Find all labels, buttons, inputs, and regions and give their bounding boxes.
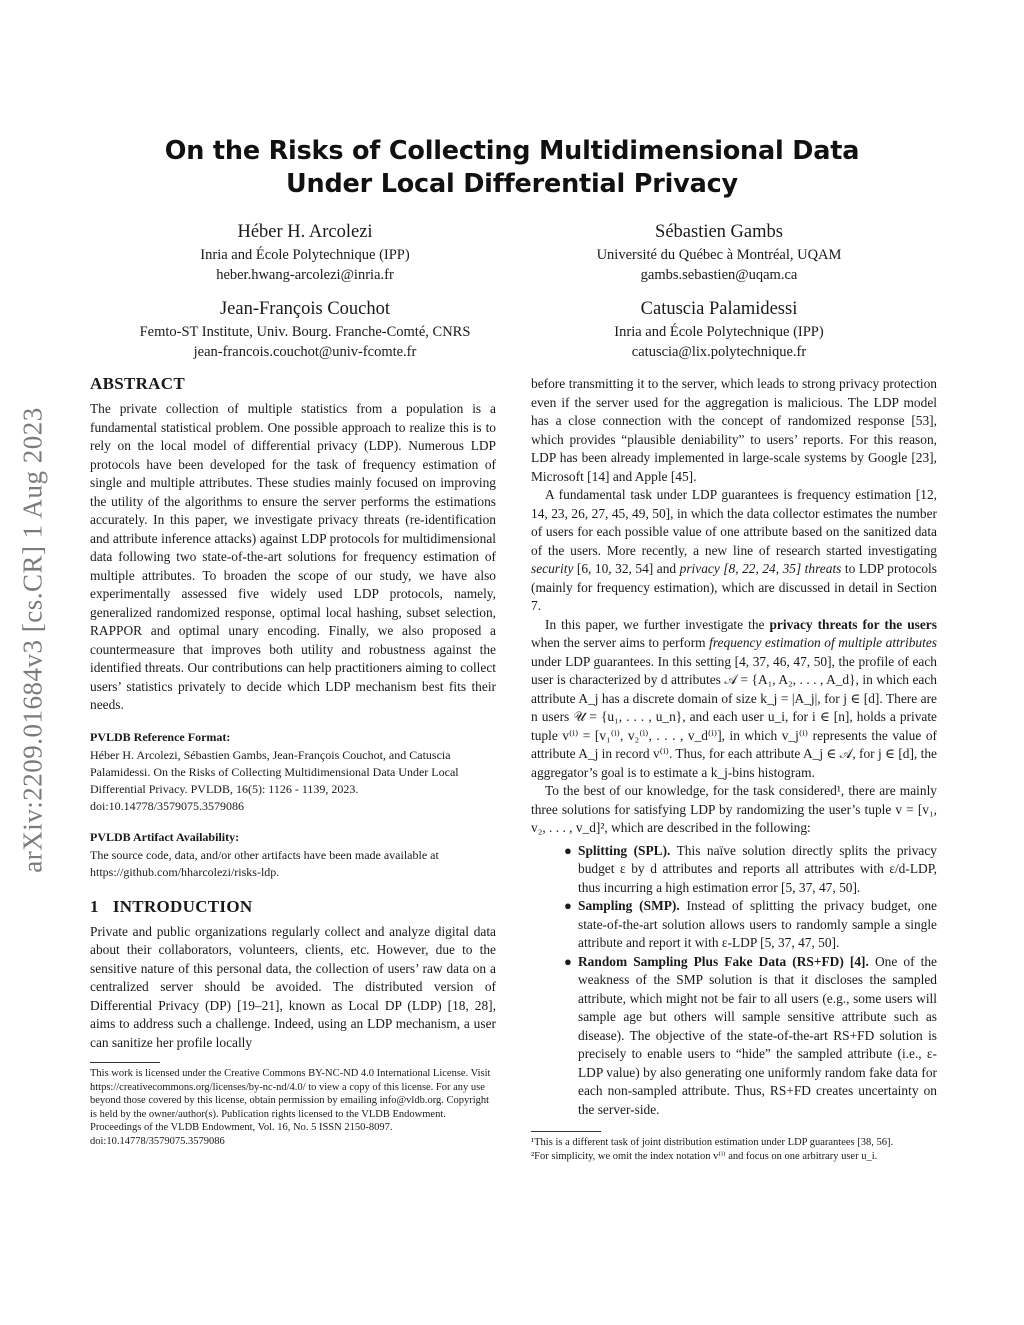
- intro-heading: [90, 897, 496, 917]
- footnote-rule: [531, 1131, 601, 1132]
- artifact-heading: PVLDB Artifact Availability:: [90, 829, 240, 844]
- author-block-4: [504, 297, 934, 362]
- right-para-3: In this paper, we further investigate the privacy threats for the users when the server aims to perform frequency estimation of multiple attributes under LDP guarantees. In this setting [4, 37, 46, 47, 50], the profile of each user is characterized by d attributes 𝒜 = {A₁, A₂, . . . , A_d}, in which each attribute A_j has a discrete domain of size k_j = |A_j|, for j ∈ [d]. There are n users 𝒰 = {u₁, . . . , u_n}, and each user u_i, for i ∈ [n], holds a private tuple v⁽ⁱ⁾ = [v₁⁽ⁱ⁾, v₂⁽ⁱ⁾, . . . , v_d⁽ⁱ⁾], in which v_j⁽ⁱ⁾ represents the value of attribute A_j in record v⁽ⁱ⁾. Thus, for each attribute A_j ∈ 𝒜, for j ∈ [d], the aggregator’s goal is to estimate a k_j-bins histogram.: [531, 616, 937, 780]
- bullet-icon: ●: [564, 842, 572, 858]
- author-affiliation: Inria and École Polytechnique (IPP): [614, 324, 824, 340]
- author-name: Héber H. Arcolezi: [237, 222, 373, 242]
- paper-title: [120, 135, 904, 201]
- title-line-1: On the Risks of Collecting Multidimensional Data: [164, 136, 860, 166]
- author-name: Jean-François Couchot: [219, 299, 391, 319]
- left-column: [90, 372, 496, 1148]
- author-email[interactable]: heber.hwang-arcolezi@inria.fr: [216, 266, 394, 283]
- abstract-text: The private collection of multiple statistics from a population is a fundamental statistical problem. One possible approach to realize this is to rely on the local model of differential privacy (LDP). Numerous LDP protocols have been developed for the task of frequency estimation of single and multiple attributes. These studies mainly focused on improving the utility of the algorithms to ensure the server performs the estimations accurately. In this paper, we investigate privacy threats (re-identification and attribute inference attacks) against LDP protocols for multidimensional data following two state-of-the-art solutions for frequency estimation of multiple attributes. To broaden the scope of our study, we have also experimentally assessed five widely used LDP protocols, namely, generalized randomized response, optimal local hashing, subset selection, RAPPOR and optimal unary encoding. Finally, we also proposed a countermeasure that improves both utility and robustness against the identified threats. Our contributions can help practitioners aiming to collect users’ statistics privately to decide which LDP mechanism best fits their needs.: [90, 401, 496, 712]
- author-block-3: [90, 297, 520, 362]
- list-item: ● Splitting (SPL). This naïve solution directly splits the privacy budget ε by d attributes and reports all attributes with ε/d-LDP, thus incurring a high estimation error [5, 37, 47, 50].: [564, 842, 938, 895]
- author-block-1: [90, 220, 520, 285]
- artifact-text[interactable]: The source code, data, and/or other artifacts have been made available at https://github.com/hharcolezi/risks-ldp.: [90, 847, 439, 879]
- section-number: 1: [90, 896, 99, 916]
- solutions-list: [531, 842, 937, 1120]
- footnote-proceedings: Proceedings of the VLDB Endowment, Vol. 16, No. 5 ISSN 2150-8097. doi:10.14778/3579075.3579086: [90, 1122, 393, 1147]
- author-name: Sébastien Gambs: [655, 222, 783, 242]
- footnote-license: This work is licensed under the Creative Commons BY-NC-ND 4.0 International License. Visit https://creativecommons.org/licenses/by-nc-nd/4.0/ to view a copy of this license. For any use beyond those covered by this license, obtain permission by emailing info@vldb.org. Copyright is held by the owner/author(s). Publication rights licensed to the VLDB Endowment.: [90, 1068, 491, 1120]
- footnote-rule: [90, 1062, 160, 1063]
- author-affiliation: Inria and École Polytechnique (IPP): [200, 247, 410, 263]
- author-email[interactable]: jean-francois.couchot@univ-fcomte.fr: [193, 343, 417, 360]
- list-item: ● Sampling (SMP). Instead of splitting the privacy budget, one state-of-the-art solution allows users to randomly sample a single attribute and report it with ε-LDP [5, 37, 47, 50].: [564, 898, 937, 950]
- title-line-2: Under Local Differential Privacy: [286, 169, 738, 199]
- right-para-4: To the best of our knowledge, for the task considered¹, there are mainly three solutions for satisfying LDP by randomizing the user’s tuple v = [v₁, v₂, . . . , v_d]², which are described in the following:: [531, 783, 937, 835]
- right-para-2: A fundamental task under LDP guarantees is frequency estimation [12, 14, 23, 26, 27, 45, 49, 50], in which the data collector estimates the number of users for each possible value of one attribute based on the sanitized data of the users. More recently, a new line of research started investigating security [6, 10, 32, 54] and privacy [8, 22, 24, 35] threats to LDP protocols (mainly for frequency estimation), which are discussed in detail in Section 7.: [531, 487, 937, 613]
- list-item: ● Random Sampling Plus Fake Data (RS+FD) [4]. One of the weakness of the SMP solution is that it discloses the sampled attribute, which might not be fair to all users (e.g., some users will sample age but others will sample sensitive attribute such as disease). The objective of the state-of-the-art RS+FD solution is precisely to enable users to “hide” the sampled attribute (i.e., ε-LDP value) by also generating one uniformly random fake data for each non-sampled attribute. Thus, RS+FD creates uncertainty on the server-side.: [564, 953, 937, 1117]
- privacy-emph: privacy [8, 22, 24, 35] threats: [679, 561, 842, 576]
- security-emph: security: [531, 561, 574, 576]
- author-affiliation: Femto-ST Institute, Univ. Bourg. Franche-Comté, CNRS: [139, 324, 471, 340]
- intro-text: Private and public organizations regularly collect and analyze digital data about their collaborators, volunteers, clients, etc. However, due to the sensitive nature of this personal data, the collection of users’ raw data on a centralized server should be avoided. The distributed version of Differential Privacy (DP) [19–21], known as Local DP (LDP) [18, 28], aims to address such a challenge. Indeed, using an LDP mechanism, a user can sanitize her profile locally: [90, 923, 496, 1050]
- author-name: Catuscia Palamidessi: [640, 299, 798, 319]
- right-column: [531, 375, 937, 1163]
- footnote-1: ¹This is a different task of joint distribution estimation under LDP guarantees [38, 56].: [531, 1137, 894, 1148]
- threats-emph: privacy threats for the users: [769, 616, 937, 632]
- ref-format-text: Héber H. Arcolezi, Sébastien Gambs, Jean-François Couchot, and Catuscia Palamidessi. On the Risks of Collecting Multidimensional Data Under Local Differential Privacy. PVLDB, 16(5): 1126 - 1139, 2023. doi:10.14778/3579075.3579086: [90, 747, 459, 813]
- footnote-2: ²For simplicity, we omit the index notation v⁽ⁱ⁾ and focus on one arbitrary user u_i.: [531, 1150, 878, 1162]
- arxiv-stamp: arXiv:2209.01684v3 [cs.CR] 1 Aug 2023: [17, 407, 48, 873]
- section-title: INTRODUCTION: [112, 896, 253, 916]
- right-para-1: before transmitting it to the server, which leads to strong privacy protection even if the server used for the aggregation is malicious. The LDP model has a close connection with the concept of randomized response [53], which provides “plausible deniability” to users’ reports. For this reason, LDP has been already implemented in large-scale systems by Google [23], Microsoft [14] and Apple [45].: [531, 376, 937, 484]
- author-affiliation: Université du Québec à Montréal, UQAM: [596, 247, 842, 263]
- freq-emph: frequency estimation of multiple attributes: [709, 635, 937, 650]
- bullet-icon: ●: [564, 953, 572, 969]
- bullet-icon: ●: [564, 898, 572, 913]
- author-block-2: [504, 220, 934, 285]
- ref-format-heading: PVLDB Reference Format:: [90, 729, 231, 744]
- abstract-heading: ABSTRACT: [90, 374, 185, 393]
- author-email[interactable]: catuscia@lix.polytechnique.fr: [631, 343, 807, 360]
- author-email[interactable]: gambs.sebastien@uqam.ca: [640, 266, 798, 283]
